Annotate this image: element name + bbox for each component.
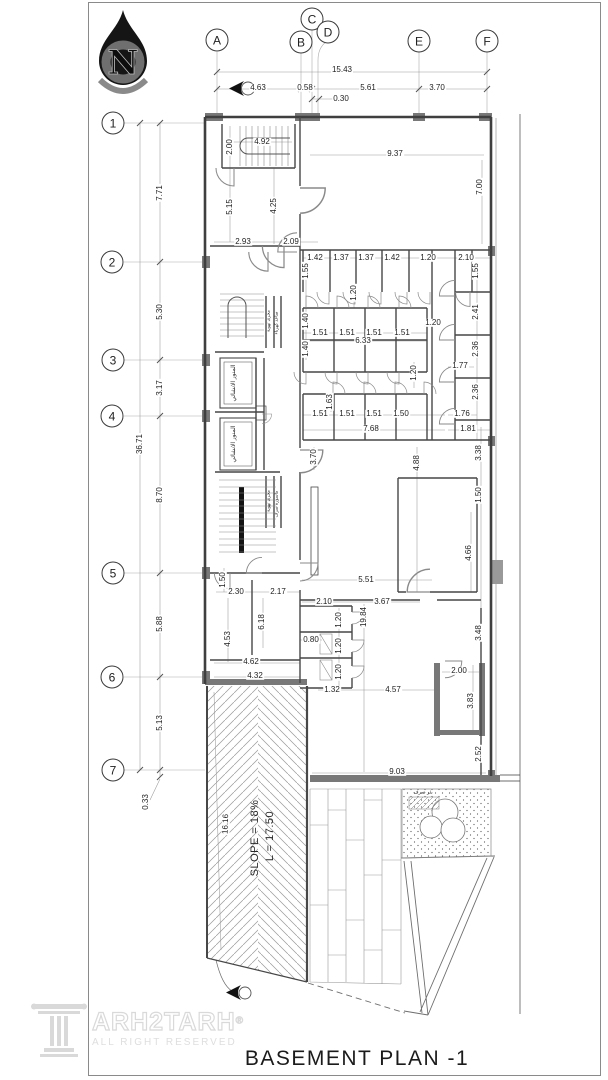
dimension-label: 3.17 xyxy=(154,380,164,396)
dimension-label: 1.63 xyxy=(324,394,334,410)
dimension-label: 1.20 xyxy=(408,365,418,381)
dimension-label: 9.03 xyxy=(389,766,405,776)
dimension-label: 1.50 xyxy=(473,487,483,503)
grid-row-bubble: 7 xyxy=(102,759,125,782)
dimension-label: 1.51 xyxy=(339,408,355,418)
dimension-label: 1.77 xyxy=(452,360,468,370)
arabic-riser-label: مجرى تهوية xyxy=(265,490,271,512)
dimension-label: 1.20 xyxy=(333,638,343,654)
dimension-label: 4.66 xyxy=(463,545,473,561)
dimension-label: 15.43 xyxy=(331,64,353,74)
grid-row-bubble: 2 xyxy=(101,251,124,274)
dimension-label: 1.50 xyxy=(217,572,227,588)
dimension-label: 1.42 xyxy=(384,252,400,262)
dimension-label: 2.10 xyxy=(458,252,474,262)
dimension-label: 1.20 xyxy=(348,285,358,301)
dimension-label: 2.93 xyxy=(235,236,251,246)
dimension-label: 1.40 xyxy=(300,313,310,329)
dimension-label: 5.51 xyxy=(358,574,374,584)
dimension-label: 0.33 xyxy=(140,794,150,810)
dimension-label: 1.51 xyxy=(366,327,382,337)
arabic-riser-label: ماسورة صرف xyxy=(273,490,279,518)
dimension-label: 4.63 xyxy=(250,82,266,92)
dimension-label: 19.84 xyxy=(358,606,368,628)
dimension-label: 16.16 xyxy=(220,813,231,835)
dimension-label: 2.30 xyxy=(228,586,244,596)
dimension-label: 4.32 xyxy=(247,670,263,680)
dimension-label: 9.37 xyxy=(387,148,403,158)
dimension-label: 1.20 xyxy=(420,252,436,262)
dimension-label: 1.55 xyxy=(300,263,310,279)
dimension-label: 4.53 xyxy=(222,631,232,647)
dimension-label: 2.36 xyxy=(470,384,480,400)
dimension-label: 1.32 xyxy=(324,684,340,694)
dimension-label: 5.15 xyxy=(224,199,234,215)
dimension-label: 0.80 xyxy=(303,634,319,644)
dimension-label: 4.92 xyxy=(254,136,270,146)
dimension-label: 1.50 xyxy=(393,408,409,418)
dimension-label: 3.67 xyxy=(374,596,390,606)
dimension-label: 2.09 xyxy=(283,236,299,246)
dimension-label: 2.41 xyxy=(470,304,480,320)
dimension-label: 7.71 xyxy=(154,185,164,201)
grid-column-bubble: B xyxy=(290,31,313,54)
dimension-label: 1.51 xyxy=(394,327,410,337)
dimension-label: 7.00 xyxy=(474,179,484,195)
dimension-label: 1.55 xyxy=(470,263,480,279)
arabic-riser-label: مجرى تهوية xyxy=(265,310,271,332)
dimension-label: 2.17 xyxy=(270,586,286,596)
north-letter: N xyxy=(107,43,139,83)
brand-tagline: ALL RIGHT RESERVED xyxy=(92,1037,237,1048)
registered-mark: ® xyxy=(235,1015,244,1027)
dimension-label: 2.36 xyxy=(470,341,480,357)
grid-row-bubble: 5 xyxy=(102,562,125,585)
dimension-label: 36.71 xyxy=(134,433,144,455)
grid-column-bubble: A xyxy=(206,29,229,52)
dimension-label: 1.81 xyxy=(460,423,476,433)
dimension-label: 4.62 xyxy=(243,656,259,666)
grid-row-bubble: 1 xyxy=(102,112,125,135)
grid-column-bubble: F xyxy=(476,30,499,53)
dimension-label: 4.57 xyxy=(385,684,401,694)
dimension-label: 1.20 xyxy=(333,664,343,680)
dimension-label: 3.70 xyxy=(308,449,318,465)
dimension-label: 7.68 xyxy=(363,423,379,433)
arabic-garden-label: بئر صرف xyxy=(413,789,433,796)
dimension-label: 3.38 xyxy=(473,445,483,461)
dimension-label: 3.83 xyxy=(465,693,475,709)
dimension-label: 2.00 xyxy=(224,139,234,155)
grid-column-bubble: D xyxy=(317,21,340,44)
brand-name: ARH2TARH xyxy=(92,1008,236,1036)
dimension-label: 1.51 xyxy=(366,408,382,418)
dimension-label: 5.13 xyxy=(154,715,164,731)
dimension-label: 1.76 xyxy=(454,408,470,418)
dimension-label: 1.40 xyxy=(300,341,310,357)
dimension-label: 0.58 xyxy=(297,82,313,92)
dimension-label: 4.25 xyxy=(268,198,278,214)
dimension-label: 6.33 xyxy=(355,335,371,345)
grid-row-bubble: 4 xyxy=(101,405,124,428)
dimension-label: 1.20 xyxy=(333,612,343,628)
grid-row-bubble: 3 xyxy=(102,349,125,372)
arabic-shaft-label: المنور الانشائي xyxy=(230,364,237,402)
dimension-label: 8.70 xyxy=(154,487,164,503)
dimension-label: 1.51 xyxy=(312,408,328,418)
dimension-label: 6.18 xyxy=(256,614,266,630)
dimension-label: 2.52 xyxy=(473,746,483,762)
grid-column-bubble: C xyxy=(301,8,324,31)
sheet-title: BASEMENT PLAN -1 xyxy=(244,1047,470,1070)
ramp-length-label: L = 17.50 xyxy=(264,810,277,862)
ramp-slope-label: SLOPE = 18% xyxy=(249,799,262,877)
dimension-label: 3.48 xyxy=(473,625,483,641)
arabic-riser-label: صاعد كهرباء xyxy=(273,311,279,335)
dimension-label: 1.51 xyxy=(312,327,328,337)
dimension-label: 1.37 xyxy=(333,252,349,262)
dimension-label: 5.61 xyxy=(360,82,376,92)
dimension-label: 4.88 xyxy=(411,455,421,471)
dimension-label: 3.70 xyxy=(429,82,445,92)
dimension-label: 0.30 xyxy=(333,93,349,103)
dimension-label: 1.20 xyxy=(425,317,441,327)
dimension-label: 2.10 xyxy=(316,596,332,606)
dimension-label: 2.00 xyxy=(451,665,467,675)
arabic-shaft-label: المنور الانشائي xyxy=(230,425,237,463)
grid-column-bubble: E xyxy=(408,30,431,53)
grid-row-bubble: 6 xyxy=(101,666,124,689)
dimension-label: 5.30 xyxy=(154,304,164,320)
dimension-label: 1.51 xyxy=(339,327,355,337)
dimension-label: 1.37 xyxy=(358,252,374,262)
dimension-label: 5.88 xyxy=(154,616,164,632)
dimension-label: 1.42 xyxy=(307,252,323,262)
